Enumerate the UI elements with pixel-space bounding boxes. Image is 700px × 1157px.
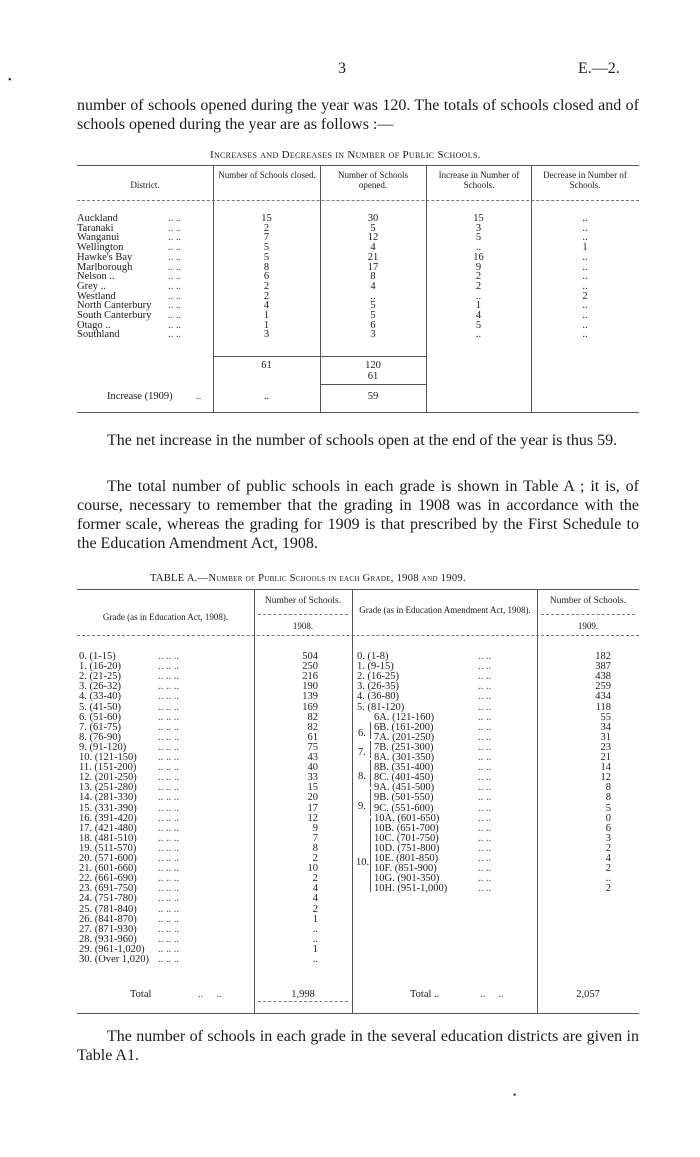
grade-1909: 10C. (701-750) — [374, 832, 439, 844]
district-name: Wanganui — [77, 232, 120, 244]
leader-dots: .. .. .. — [158, 792, 179, 804]
grade-1908: 6. (51-60) — [79, 711, 121, 723]
count-1908: 2 — [312, 903, 318, 915]
count-1909: 182 — [595, 651, 611, 662]
leader-dots: .. .. .. — [158, 802, 179, 814]
schools-decrease: .. — [582, 213, 588, 224]
grade-group-8: 8. — [358, 771, 366, 782]
t2-col-year-new: 1909. — [577, 621, 599, 631]
grade-1908: 23. (691-750) — [79, 883, 137, 895]
grade-1908: 12. (201-250) — [79, 772, 137, 784]
schools-increase: 2 — [475, 280, 482, 292]
t2-total-label: Total — [130, 989, 152, 1000]
grade-1909: 3. (26-35) — [357, 681, 399, 693]
grade-1908: 0. (1-15) — [79, 651, 116, 662]
district-name: Southland — [77, 329, 120, 341]
schools-increase: 2 — [475, 271, 482, 283]
leader-dots: .. .. — [478, 721, 492, 733]
count-1908: .. — [312, 923, 318, 935]
schools-decrease: .. — [582, 319, 588, 331]
leader-dots: .. .. — [478, 883, 492, 895]
count-1908: 40 — [307, 762, 318, 774]
leader-dots: .. .. — [168, 213, 182, 224]
t2-col-number-old: Number of Schools. — [264, 596, 342, 606]
schools-opened: 21 — [367, 251, 379, 263]
t2-total-new-label: Total .. — [410, 989, 440, 1000]
district-name: Hawke's Bay — [77, 251, 133, 263]
count-1909: 2 — [605, 883, 611, 895]
schools-opened: .. — [370, 290, 376, 302]
leader-dots: .. .. — [168, 232, 182, 244]
schools-decrease: .. — [582, 329, 588, 341]
grade-1909: 7A. (201-250) — [374, 731, 435, 743]
count-1909: 434 — [595, 691, 611, 703]
grade-1909: 0. (1-8) — [357, 651, 389, 662]
count-1908: 43 — [307, 752, 318, 763]
grade-1909: 4. (36-80) — [357, 691, 399, 703]
grade-1909: 10H. (951-1,000) — [374, 883, 448, 895]
count-1909: 4 — [605, 853, 611, 864]
grade-1909: 6B. (161-200) — [374, 721, 434, 733]
grade-1909: 8B. (351-400) — [374, 762, 434, 774]
t1-total-opened: 120 — [365, 360, 381, 371]
count-1908: 504 — [302, 651, 318, 662]
grade-1909: 10D. (751-800) — [374, 842, 440, 854]
district-name: Wellington — [77, 242, 124, 254]
t2-col-number-new: Number of Schools. — [549, 596, 627, 606]
intro-paragraph: number of schools opened during the year was 120. The totals of schools closed and of schools opened during the year are as follows :— — [77, 97, 639, 133]
leader-dots: .. .. — [478, 762, 492, 774]
grade-1908: 13. (251-280) — [79, 782, 137, 794]
t2-col-year-old: 1908. — [292, 621, 314, 631]
t1-col-district: District. — [130, 180, 160, 190]
schools-closed: 6 — [263, 271, 270, 283]
grade-1908: 21. (601-660) — [79, 863, 137, 875]
margin-dot: • — [8, 75, 12, 86]
table2-caption: TABLE A.—Number of Public Schools in each Grade, 1908 and 1909. — [150, 573, 466, 584]
leader-dots: .. .. — [478, 701, 492, 713]
t1-increase-value: 59 — [367, 391, 379, 402]
leader-dots: .. .. — [478, 812, 492, 824]
t2-total-1909: 2,057 — [576, 989, 600, 1000]
grade-1908: 18. (481-510) — [79, 832, 137, 844]
leader-dots: .. .. — [168, 290, 182, 302]
schools-opened: 8 — [370, 271, 376, 283]
leader-dots: .. .. .. — [158, 651, 179, 662]
count-1909: 2 — [605, 842, 611, 854]
district-name: Marlborough — [77, 261, 133, 273]
schools-decrease: .. — [582, 251, 588, 263]
leader-dots: .. .. .. — [158, 933, 179, 945]
leader-dots: .. .. — [478, 832, 492, 844]
leader-dots: .. .. .. — [158, 863, 179, 875]
grade-1909: 8C. (401-450) — [374, 772, 434, 784]
leader-dots: .. .. .. — [158, 893, 179, 905]
t1-col-decrease: Decrease in Number of Schools. — [543, 170, 627, 190]
page-number: 3 — [338, 60, 346, 77]
count-1908: 82 — [307, 711, 318, 723]
grade-1908: 25. (781-840) — [79, 903, 137, 915]
schools-opened: 4 — [370, 242, 376, 254]
leader-dots: .. .. .. — [158, 741, 179, 753]
grade-1908: 11. (151-200) — [79, 762, 137, 774]
grade-1908: 22. (661-690) — [79, 873, 137, 885]
district-name: Nelson .. — [77, 271, 115, 283]
schools-increase: 4 — [475, 310, 482, 321]
count-1909: 8 — [605, 782, 611, 794]
schools-opened: 12 — [367, 232, 379, 244]
grade-1909: 1. (9-15) — [357, 661, 394, 673]
schools-closed: 1 — [263, 310, 270, 321]
district-name: Otago .. — [77, 319, 111, 331]
leader-dots: .. .. .. — [158, 782, 179, 794]
leader-dots: .. .. .. — [158, 822, 179, 834]
count-1908: 33 — [307, 772, 318, 784]
grade-1908: 5. (41-50) — [79, 701, 121, 713]
district-name: Taranaki — [77, 222, 114, 234]
count-1909: 21 — [600, 752, 611, 763]
schools-closed: 5 — [263, 242, 270, 254]
schools-closed: 2 — [263, 280, 270, 292]
grade-1909: 10E. (801-850) — [374, 853, 439, 864]
leader-dots: .. .. — [478, 671, 492, 683]
schools-opened: 30 — [367, 213, 379, 224]
grade-1908: 7. (61-75) — [79, 721, 121, 733]
count-1908: 4 — [312, 883, 318, 895]
count-1908: 1 — [312, 943, 318, 955]
leader-dots: .. .. — [478, 731, 492, 743]
schools-increase: 15 — [473, 213, 484, 224]
schools-opened: 5 — [370, 300, 376, 312]
count-1909: 14 — [600, 762, 611, 774]
count-1909: 0 — [605, 812, 611, 824]
grade-1908: 27. (871-930) — [79, 923, 137, 935]
schools-decrease: 1 — [582, 242, 588, 254]
count-1909: 8 — [605, 792, 611, 804]
grade-1908: 16. (391-420) — [79, 812, 137, 824]
count-1908: 10 — [307, 863, 318, 875]
count-1908: 190 — [302, 681, 318, 693]
t2-col-grade-old: Grade (as in Education Act, 1908). — [102, 612, 229, 622]
leader-dots: .. .. — [478, 772, 492, 784]
schools-increase: .. — [475, 329, 482, 341]
leader-dots: .. .. .. — [158, 752, 179, 763]
leader-dots: .. .. .. — [158, 762, 179, 774]
t2-col-grade-new: Grade (as in Education Amendment Act, 1908). — [359, 605, 531, 615]
leader-dots: .. .. — [478, 853, 492, 864]
count-1908: .. — [312, 933, 318, 945]
schools-decrease: .. — [582, 300, 588, 312]
count-1909: 12 — [600, 772, 611, 784]
leader-dots: .. .. — [478, 822, 492, 834]
leader-dots: .. .. — [168, 271, 182, 283]
grade-group-10: 10. — [356, 857, 370, 868]
t2-total-1908: 1,998 — [291, 989, 315, 1000]
district-name: North Canterbury — [77, 300, 152, 312]
leader-dots: .. .. — [168, 310, 182, 321]
count-1909: 387 — [595, 661, 611, 673]
count-1908: 2 — [312, 853, 318, 864]
leader-dots: .. .. — [168, 300, 182, 312]
count-1909: 6 — [605, 822, 611, 834]
leader-dots: .. .. .. — [158, 853, 179, 864]
district-name: Grey .. — [77, 280, 106, 292]
document-reference: E.—2. — [578, 60, 620, 77]
schools-opened: 6 — [370, 319, 376, 331]
schools-opened: 4 — [370, 280, 376, 292]
grade-1909: 8A. (301-350) — [374, 752, 435, 763]
schools-decrease: 2 — [582, 290, 588, 302]
leader-dots: .. .. .. — [158, 832, 179, 844]
district-name: Westland — [77, 290, 116, 302]
grade-1908: 28. (931-960) — [79, 933, 137, 945]
grade-paragraph: The total number of public schools in each grade is shown in Table A ; it is, of course, necessary to remember that the grading in 1908 was in accordance with the former scale, whereas the grading for 1909 is that prescribed by the First Schedule to the Education Amendment Act, 1908. — [77, 478, 639, 552]
count-1909: 5 — [605, 802, 611, 814]
schools-increase: 5 — [475, 319, 482, 331]
leader-dots: .. .. — [478, 782, 492, 794]
grade-1909: 10F. (851-900) — [374, 863, 437, 875]
schools-opened: 3 — [370, 329, 376, 341]
leader-dots: .. .. — [478, 651, 492, 662]
count-1909: 55 — [600, 711, 611, 723]
count-1908: 20 — [307, 792, 318, 804]
schools-opened: 5 — [370, 310, 376, 321]
schools-closed: 2 — [263, 222, 270, 234]
t1-sub-opened: 61 — [367, 371, 379, 382]
district-name: South Canterbury — [77, 310, 152, 321]
schools-decrease: .. — [582, 232, 588, 244]
count-1909: 118 — [595, 701, 611, 713]
grade-1909: 10B. (651-700) — [374, 822, 439, 834]
leader-dots: .. .. .. — [158, 721, 179, 733]
t1-total-closed: 61 — [261, 360, 272, 371]
schools-increase: .. — [475, 290, 482, 302]
count-1909: 3 — [605, 832, 611, 844]
grade-group-6: 6. — [358, 728, 366, 739]
schools-closed: 3 — [263, 329, 270, 341]
leader-dots: .. .. — [478, 741, 492, 753]
grade-1908: 14. (281-330) — [79, 792, 137, 804]
count-1908: .. — [312, 954, 318, 965]
net-increase-paragraph: The net increase in the number of schools open at the end of the year is thus 59. — [107, 432, 618, 449]
leader-dots: .. .. .. — [158, 842, 179, 854]
schools-increase: 16 — [473, 251, 484, 263]
grade-1909: 5. (81-120) — [357, 701, 405, 713]
count-1908: 9 — [312, 822, 318, 834]
leader-dots: .. .. .. — [158, 883, 179, 895]
grade-1908: 17. (421-480) — [79, 822, 137, 834]
schools-increase: 5 — [475, 232, 482, 244]
count-1908: 2 — [312, 873, 318, 885]
grade-1908: 8. (76-90) — [79, 731, 121, 743]
count-1909: 31 — [600, 731, 611, 743]
leader-dots: .. .. .. — [158, 671, 179, 683]
schools-opened: 5 — [370, 222, 376, 234]
count-1909: 23 — [600, 741, 611, 753]
grade-group-7: 7. — [358, 747, 366, 758]
grade-group-9: 9. — [358, 801, 366, 812]
grade-1908: 3. (26-32) — [79, 681, 121, 693]
leader-dots: .. .. — [478, 842, 492, 854]
leader-dots: .. .. — [478, 691, 492, 703]
schools-increase: 9 — [475, 261, 482, 273]
grade-1909: 9C. (551-600) — [374, 802, 434, 814]
count-1909: 438 — [595, 671, 611, 683]
leader-dots: .. .. .. — [158, 954, 179, 965]
grade-1908: 30. (Over 1,020) — [79, 954, 149, 965]
grade-1908: 10. (121-150) — [79, 752, 137, 763]
grade-1908: 19. (511-570) — [79, 842, 137, 854]
schools-increase: 1 — [475, 300, 482, 312]
leader-dots: .. .. .. — [158, 701, 179, 713]
grade-1908: 15. (331-390) — [79, 802, 137, 814]
t1-increase-label: Increase (1909) — [107, 391, 173, 402]
count-1908: 7 — [312, 832, 318, 844]
leader-dots: .. .. — [478, 873, 492, 885]
leader-dots: .. .. — [168, 222, 182, 234]
leader-dots: .. .. — [168, 319, 182, 331]
grade-1908: 24. (751-780) — [79, 893, 137, 905]
leader-dots: .. .. — [478, 802, 492, 814]
count-1908: 1 — [312, 913, 318, 925]
leader-dots: .. .. .. — [158, 772, 179, 784]
grade-1909: 9B. (501-550) — [374, 792, 434, 804]
schools-opened: 17 — [367, 261, 379, 273]
leader-dots: .. .. .. — [158, 873, 179, 885]
leader-dots: .. .. .. — [158, 903, 179, 915]
grade-1909: 10G. (901-350) — [374, 873, 440, 885]
count-1908: 12 — [307, 812, 318, 824]
schools-decrease: .. — [582, 222, 588, 234]
grade-1909: 6A. (121-160) — [374, 711, 435, 723]
leader-dots: .. .. .. — [158, 943, 179, 955]
leader-dots: .. .. .. — [158, 812, 179, 824]
leader-dots: .. .. — [168, 329, 182, 341]
grade-1908: 2. (21-25) — [79, 671, 121, 683]
schools-closed: 4 — [263, 300, 270, 312]
schools-closed: 8 — [263, 261, 270, 273]
leader-dots: .. .. .. — [158, 691, 179, 703]
grade-1908: 26. (841-870) — [79, 913, 137, 925]
leader-dots: .. .. — [478, 792, 492, 804]
leader-dots: .. .. .. — [158, 731, 179, 743]
leader-dots: .. .. — [478, 661, 492, 673]
grade-1908: 1. (16-20) — [79, 661, 121, 673]
count-1908: 82 — [307, 721, 318, 733]
count-1908: 75 — [307, 741, 318, 753]
count-1908: 8 — [312, 842, 318, 854]
leader-dots: .. .. — [168, 251, 182, 263]
count-1908: 250 — [302, 661, 318, 673]
leader-dots: .. .. — [478, 863, 492, 875]
count-1908: 139 — [302, 691, 318, 703]
count-1908: 17 — [307, 802, 318, 814]
leader-dots: .. .. .. — [158, 661, 179, 673]
count-1909: 2 — [605, 863, 611, 875]
leader-dots: .. .. — [478, 711, 492, 723]
grade-1909: 10A. (601-650) — [374, 812, 440, 824]
t1-col-closed: Number of Schools closed. — [218, 170, 316, 180]
schools-decrease: .. — [582, 280, 588, 292]
count-1909: 34 — [600, 721, 611, 733]
schools-decrease: .. — [582, 310, 588, 321]
grade-1909: 9A. (451-500) — [374, 782, 435, 794]
leader-dots: .. .. .. — [158, 913, 179, 925]
count-1909: .. — [605, 873, 611, 885]
count-1908: 169 — [302, 701, 318, 713]
schools-closed: 5 — [263, 251, 270, 263]
grade-1909: 2. (16-25) — [357, 671, 399, 683]
table1-caption: Increases and Decreases in Number of Public Schools. — [210, 149, 481, 161]
leader-dots: .. .. .. — [158, 711, 179, 723]
t1-col-increase: Increase in Number of Schools. — [438, 170, 520, 190]
t1-increase-closed: .. — [263, 391, 270, 402]
grade-1908: 20. (571-600) — [79, 853, 137, 864]
grade-1908: 29. (961-1,020) — [79, 943, 145, 955]
count-1909: 259 — [595, 681, 611, 693]
leader-dots: .. .. — [168, 280, 182, 292]
grade-1908: 4. (33-40) — [79, 691, 121, 703]
count-1908: 4 — [312, 893, 318, 905]
grade-1908: 9. (91-120) — [79, 741, 127, 753]
leader-dots: .. .. — [478, 752, 492, 763]
grade-1909: 7B. (251-300) — [374, 741, 434, 753]
leader-dots: .. .. .. — [158, 681, 179, 693]
count-1908: 15 — [307, 782, 318, 794]
leader-dots: .. .. — [168, 242, 182, 254]
schools-closed: 1 — [263, 319, 270, 331]
schools-increase: 3 — [475, 222, 482, 234]
leader-dots: .. .. .. — [158, 923, 179, 935]
schools-closed: 7 — [263, 232, 270, 244]
schools-increase: .. — [475, 242, 482, 254]
schools-decrease: .. — [582, 271, 588, 283]
count-1908: 61 — [307, 731, 318, 743]
leader-dots: .. .. — [168, 261, 182, 273]
table-a1-paragraph: The number of schools in each grade in the several education districts are given in Table A1. — [77, 1028, 639, 1064]
count-1908: 216 — [302, 671, 318, 683]
district-name: Auckland — [77, 213, 118, 224]
t1-col-opened: Number of Schools opened. — [338, 170, 408, 190]
margin-dot-bottom: • — [513, 1090, 517, 1100]
leader-dots: .. .. — [478, 681, 492, 693]
schools-closed: 15 — [261, 213, 272, 224]
schools-closed: 2 — [263, 290, 270, 302]
schools-decrease: .. — [582, 261, 588, 273]
